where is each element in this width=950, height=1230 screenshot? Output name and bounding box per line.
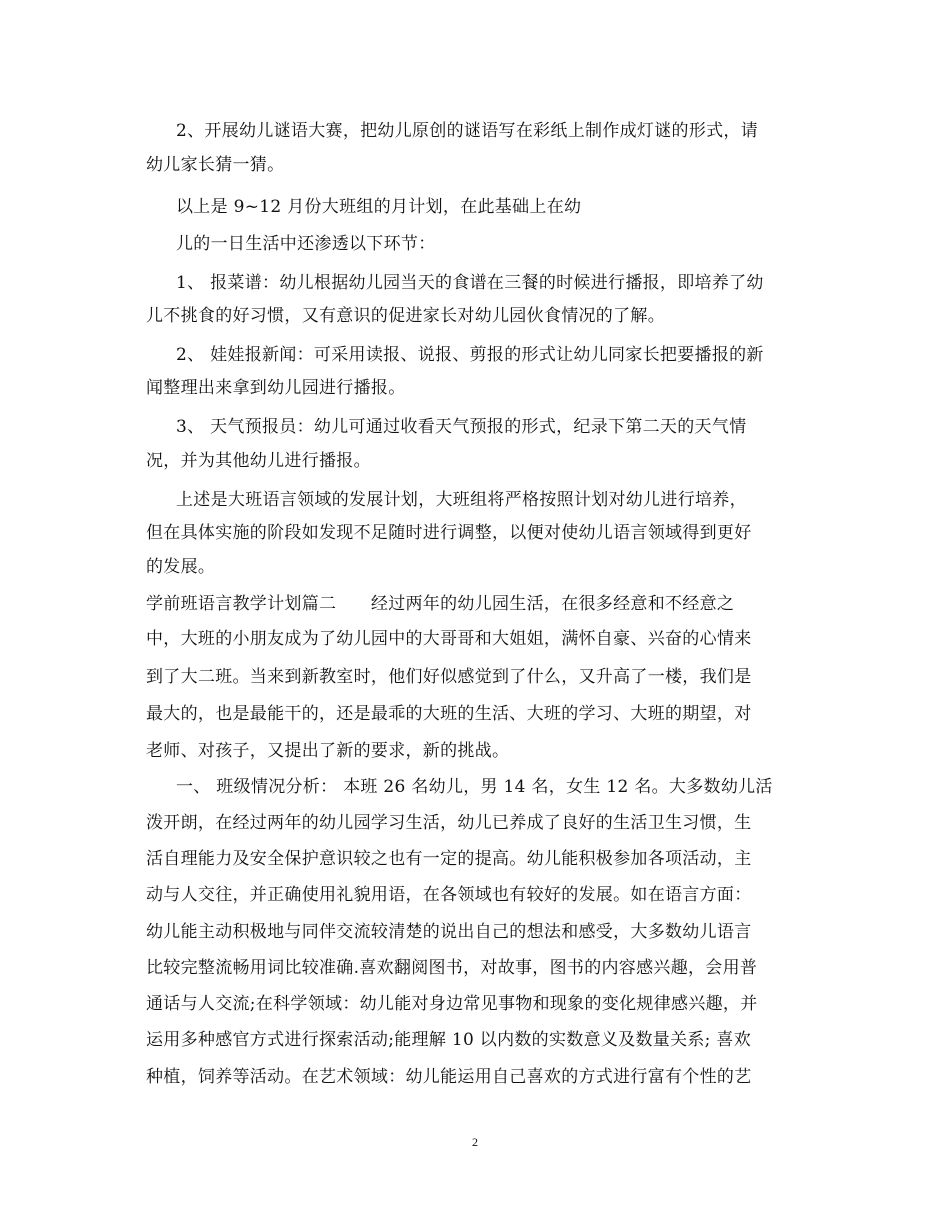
body-line: 3、 天气预报员：幼儿可通过收看天气预报的形式，纪录下第二天的天气情	[176, 417, 747, 437]
body-line: 2、 娃娃报新闻：可采用读报、说报、剪报的形式让幼儿同家长把要播报的新	[176, 345, 764, 365]
body-line: 况，并为其他幼儿进行播报。	[146, 451, 371, 471]
body-line: 幼儿能主动积极地与同伴交流较清楚的说出自己的想法和感受，大多数幼儿语言	[146, 922, 752, 942]
body-line: 一、 班级情况分析： 本班 26 名幼儿，男 14 名，女生 12 名。大多数幼儿活	[176, 777, 773, 797]
section-heading-line: 学前班语言教学计划篇二 经过两年的幼儿园生活，在很多经意和不经意之	[146, 594, 735, 614]
body-line: 比较完整流畅用词比较准确.喜欢翻阅图书，对故事，图书的内容感兴趣，会用普	[146, 958, 758, 978]
body-line: 中，大班的小朋友成为了幼儿园中的大哥哥和大姐姐，满怀自豪、兴奋的心情来	[146, 629, 752, 649]
body-line: 儿的一日生活中还渗透以下环节：	[176, 234, 436, 254]
body-line: 活自理能力及安全保护意识较之也有一定的提高。幼儿能积极参加各项活动，主	[146, 849, 752, 869]
body-line: 上述是大班语言领域的发展计划，大班组将严格按照计划对幼儿进行培养，	[176, 490, 747, 510]
body-line: 1、 报菜谱：幼儿根据幼儿园当天的食谱在三餐的时候进行播报，即培养了幼	[176, 273, 764, 293]
body-line: 幼儿家长猜一猜。	[146, 155, 285, 175]
body-line: 动与人交往，并正确使用礼貌用语，在各领域也有较好的发展。如在语言方面：	[146, 885, 752, 905]
body-line: 通话与人交流;在科学领域：幼儿能对身边常见事物和现象的变化规律感兴趣，并	[146, 994, 758, 1014]
body-line: 2、开展幼儿谜语大赛，把幼儿原创的谜语写在彩纸上制作成灯谜的形式，请	[176, 121, 759, 141]
body-line: 但在具体实施的阶段如发现不足随时进行调整，以便对使幼儿语言领域得到更好	[146, 523, 752, 543]
body-line: 的发展。	[146, 557, 216, 577]
page-number: 2	[472, 1135, 478, 1149]
body-line: 种植，饲养等活动。在艺术领域：幼儿能运用自己喜欢的方式进行富有个性的艺	[146, 1067, 752, 1087]
body-line: 最大的，也是最能干的，还是最乖的大班的生活、大班的学习、大班的期望，对	[146, 704, 752, 724]
body-line: 以上是 9~12 月份大班组的月计划，在此基础上在幼	[176, 197, 582, 217]
body-line: 老师、对孩子，又提出了新的要求，新的挑战。	[146, 741, 510, 761]
body-line: 闻整理出来拿到幼儿园进行播报。	[146, 378, 406, 398]
body-line: 儿不挑食的好习惯，又有意识的促进家长对幼儿园伙食情况的了解。	[146, 306, 665, 326]
body-line: 运用多种感官方式进行探索活动;能理解 10 以内数的实数意义及数量关系; 喜欢	[146, 1030, 751, 1050]
body-line: 到了大二班。当来到新教室时，他们好似感觉到了什么，又升高了一楼，我们是	[146, 667, 752, 687]
body-line: 泼开朗，在经过两年的幼儿园学习生活，幼儿已养成了良好的生活卫生习惯，生	[146, 813, 752, 833]
